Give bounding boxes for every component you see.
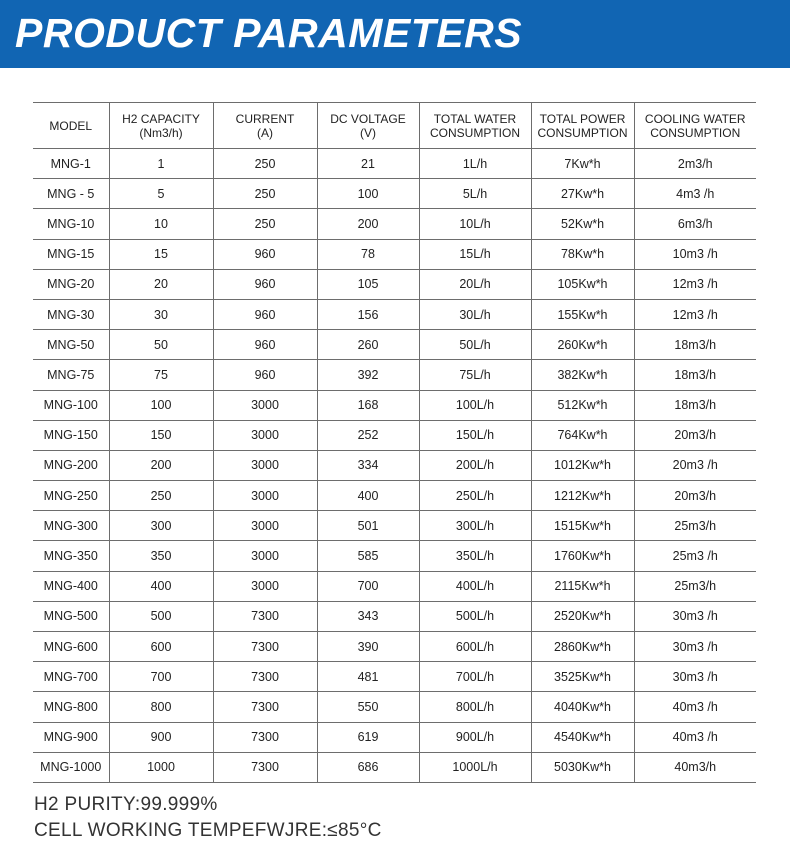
cell-h2-capacity: 1000 [109,752,213,782]
cell-total-water: 1000L/h [419,752,531,782]
cell-h2-capacity: 5 [109,179,213,209]
cell-total-water: 350L/h [419,541,531,571]
cell-total-power: 3525Kw*h [531,662,634,692]
cell-temperature-note: CELL WORKING TEMPEFWJRE:≤85°C [34,820,382,841]
cell-cooling-water: 30m3 /h [634,632,756,662]
cell-dc-voltage: 343 [317,601,419,631]
cell-h2-capacity: 75 [109,360,213,390]
cell-h2-capacity: 150 [109,420,213,450]
cell-dc-voltage: 400 [317,481,419,511]
table-row [33,662,756,692]
cell-cooling-water: 12m3 /h [634,269,756,299]
cell-model: MNG-300 [33,511,109,541]
column-header-current: CURRENT (A) [213,103,317,149]
cell-dc-voltage: 260 [317,330,419,360]
cell-dc-voltage: 334 [317,450,419,480]
table-row [33,209,756,239]
cell-total-power: 1012Kw*h [531,450,634,480]
cell-cooling-water: 2m3/h [634,149,756,179]
cell-total-water: 250L/h [419,481,531,511]
cell-h2-capacity: 15 [109,239,213,269]
cell-current: 3000 [213,420,317,450]
table-row [33,239,756,269]
cell-dc-voltage: 200 [317,209,419,239]
cell-cooling-water: 20m3 /h [634,450,756,480]
cell-current: 7300 [213,601,317,631]
cell-current: 3000 [213,541,317,571]
cell-current: 7300 [213,752,317,782]
cell-current: 7300 [213,662,317,692]
cell-dc-voltage: 585 [317,541,419,571]
cell-dc-voltage: 168 [317,390,419,420]
cell-model: MNG-200 [33,450,109,480]
column-header-dc-voltage: DC VOLTAGE (V) [317,103,419,149]
cell-total-power: 7Kw*h [531,149,634,179]
cell-total-power: 78Kw*h [531,239,634,269]
cell-current: 7300 [213,632,317,662]
cell-dc-voltage: 100 [317,179,419,209]
cell-total-power: 105Kw*h [531,269,634,299]
table-row [33,269,756,299]
cell-h2-capacity: 400 [109,571,213,601]
cell-total-power: 27Kw*h [531,179,634,209]
cell-total-water: 700L/h [419,662,531,692]
table-row [33,179,756,209]
cell-model: MNG-50 [33,330,109,360]
cell-total-power: 5030Kw*h [531,752,634,782]
cell-dc-voltage: 392 [317,360,419,390]
cell-total-water: 1L/h [419,149,531,179]
cell-total-water: 800L/h [419,692,531,722]
cell-current: 3000 [213,390,317,420]
table-row [33,632,756,662]
cell-current: 960 [213,269,317,299]
cell-cooling-water: 12m3 /h [634,299,756,329]
cell-model: MNG-250 [33,481,109,511]
cell-total-water: 10L/h [419,209,531,239]
cell-current: 960 [213,360,317,390]
cell-h2-capacity: 250 [109,481,213,511]
cell-cooling-water: 25m3/h [634,511,756,541]
cell-model: MNG-20 [33,269,109,299]
cell-total-water: 500L/h [419,601,531,631]
cell-h2-capacity: 350 [109,541,213,571]
cell-h2-capacity: 20 [109,269,213,299]
table-row [33,390,756,420]
table-row [33,299,756,329]
cell-current: 250 [213,179,317,209]
table-row [33,149,756,179]
column-header-total-power: TOTAL POWER CONSUMPTION [531,103,634,149]
cell-dc-voltage: 390 [317,632,419,662]
cell-h2-capacity: 50 [109,330,213,360]
cell-total-water: 15L/h [419,239,531,269]
cell-total-power: 260Kw*h [531,330,634,360]
cell-model: MNG-400 [33,571,109,601]
cell-total-power: 382Kw*h [531,360,634,390]
cell-total-water: 200L/h [419,450,531,480]
cell-total-power: 4040Kw*h [531,692,634,722]
cell-dc-voltage: 252 [317,420,419,450]
cell-total-power: 1212Kw*h [531,481,634,511]
cell-cooling-water: 6m3/h [634,209,756,239]
cell-cooling-water: 40m3 /h [634,692,756,722]
cell-h2-capacity: 10 [109,209,213,239]
column-header-cooling-water: COOLING WATER CONSUMPTION [634,103,756,149]
cell-total-water: 5L/h [419,179,531,209]
cell-current: 3000 [213,481,317,511]
cell-total-power: 1760Kw*h [531,541,634,571]
cell-dc-voltage: 619 [317,722,419,752]
page-title: PRODUCT PARAMETERS [15,10,523,56]
cell-total-water: 900L/h [419,722,531,752]
cell-total-water: 150L/h [419,420,531,450]
cell-dc-voltage: 21 [317,149,419,179]
cell-total-power: 764Kw*h [531,420,634,450]
table-row [33,481,756,511]
column-header-h2-capacity: H2 CAPACITY (Nm3/h) [109,103,213,149]
cell-h2-capacity: 100 [109,390,213,420]
cell-dc-voltage: 550 [317,692,419,722]
column-header-model: MODEL [33,103,109,149]
cell-cooling-water: 40m3/h [634,752,756,782]
table-row [33,571,756,601]
table-row [33,752,756,782]
cell-model: MNG-75 [33,360,109,390]
cell-h2-capacity: 200 [109,450,213,480]
cell-model: MNG-700 [33,662,109,692]
cell-total-power: 4540Kw*h [531,722,634,752]
cell-model: MNG-1 [33,149,109,179]
cell-model: MNG-100 [33,390,109,420]
cell-model: MNG-15 [33,239,109,269]
cell-dc-voltage: 78 [317,239,419,269]
cell-total-power: 1515Kw*h [531,511,634,541]
cell-current: 7300 [213,692,317,722]
header-banner [0,0,790,68]
cell-model: MNG-30 [33,299,109,329]
cell-h2-capacity: 800 [109,692,213,722]
cell-model: MNG - 5 [33,179,109,209]
cell-total-power: 155Kw*h [531,299,634,329]
cell-cooling-water: 40m3 /h [634,722,756,752]
cell-h2-capacity: 1 [109,149,213,179]
cell-model: MNG-350 [33,541,109,571]
table-row [33,722,756,752]
cell-cooling-water: 30m3 /h [634,601,756,631]
cell-current: 960 [213,330,317,360]
column-header-total-water: TOTAL WATER CONSUMPTION [419,103,531,149]
table-row [33,511,756,541]
cell-cooling-water: 30m3 /h [634,662,756,692]
product-parameters-table [33,102,756,783]
cell-dc-voltage: 686 [317,752,419,782]
cell-cooling-water: 20m3/h [634,420,756,450]
cell-model: MNG-10 [33,209,109,239]
cell-total-water: 20L/h [419,269,531,299]
cell-current: 960 [213,239,317,269]
cell-total-water: 100L/h [419,390,531,420]
cell-model: MNG-150 [33,420,109,450]
cell-cooling-water: 10m3 /h [634,239,756,269]
cell-cooling-water: 18m3/h [634,360,756,390]
cell-current: 3000 [213,571,317,601]
cell-dc-voltage: 501 [317,511,419,541]
cell-h2-capacity: 700 [109,662,213,692]
cell-dc-voltage: 156 [317,299,419,329]
cell-total-power: 2520Kw*h [531,601,634,631]
h2-purity-note: H2 PURITY:99.999% [34,794,218,815]
cell-total-water: 30L/h [419,299,531,329]
cell-model: MNG-1000 [33,752,109,782]
table-row [33,692,756,722]
cell-current: 250 [213,149,317,179]
table-row [33,330,756,360]
cell-h2-capacity: 300 [109,511,213,541]
cell-total-water: 300L/h [419,511,531,541]
cell-h2-capacity: 30 [109,299,213,329]
cell-h2-capacity: 900 [109,722,213,752]
cell-current: 250 [213,209,317,239]
cell-cooling-water: 4m3 /h [634,179,756,209]
cell-model: MNG-600 [33,632,109,662]
cell-cooling-water: 25m3 /h [634,541,756,571]
cell-total-power: 512Kw*h [531,390,634,420]
cell-dc-voltage: 700 [317,571,419,601]
table-body [33,149,756,783]
cell-h2-capacity: 600 [109,632,213,662]
cell-cooling-water: 18m3/h [634,330,756,360]
cell-total-water: 600L/h [419,632,531,662]
cell-model: MNG-900 [33,722,109,752]
cell-cooling-water: 20m3/h [634,481,756,511]
cell-h2-capacity: 500 [109,601,213,631]
cell-current: 3000 [213,450,317,480]
cell-total-water: 50L/h [419,330,531,360]
cell-model: MNG-800 [33,692,109,722]
cell-cooling-water: 18m3/h [634,390,756,420]
cell-total-power: 52Kw*h [531,209,634,239]
cell-dc-voltage: 105 [317,269,419,299]
cell-total-power: 2115Kw*h [531,571,634,601]
table-row [33,360,756,390]
table-row [33,420,756,450]
cell-model: MNG-500 [33,601,109,631]
cell-current: 3000 [213,511,317,541]
cell-total-water: 75L/h [419,360,531,390]
cell-total-water: 400L/h [419,571,531,601]
cell-total-power: 2860Kw*h [531,632,634,662]
cell-dc-voltage: 481 [317,662,419,692]
cell-current: 7300 [213,722,317,752]
table-row [33,601,756,631]
table-row [33,541,756,571]
table-header-row [33,103,756,149]
cell-cooling-water: 25m3/h [634,571,756,601]
table-row [33,450,756,480]
cell-current: 960 [213,299,317,329]
